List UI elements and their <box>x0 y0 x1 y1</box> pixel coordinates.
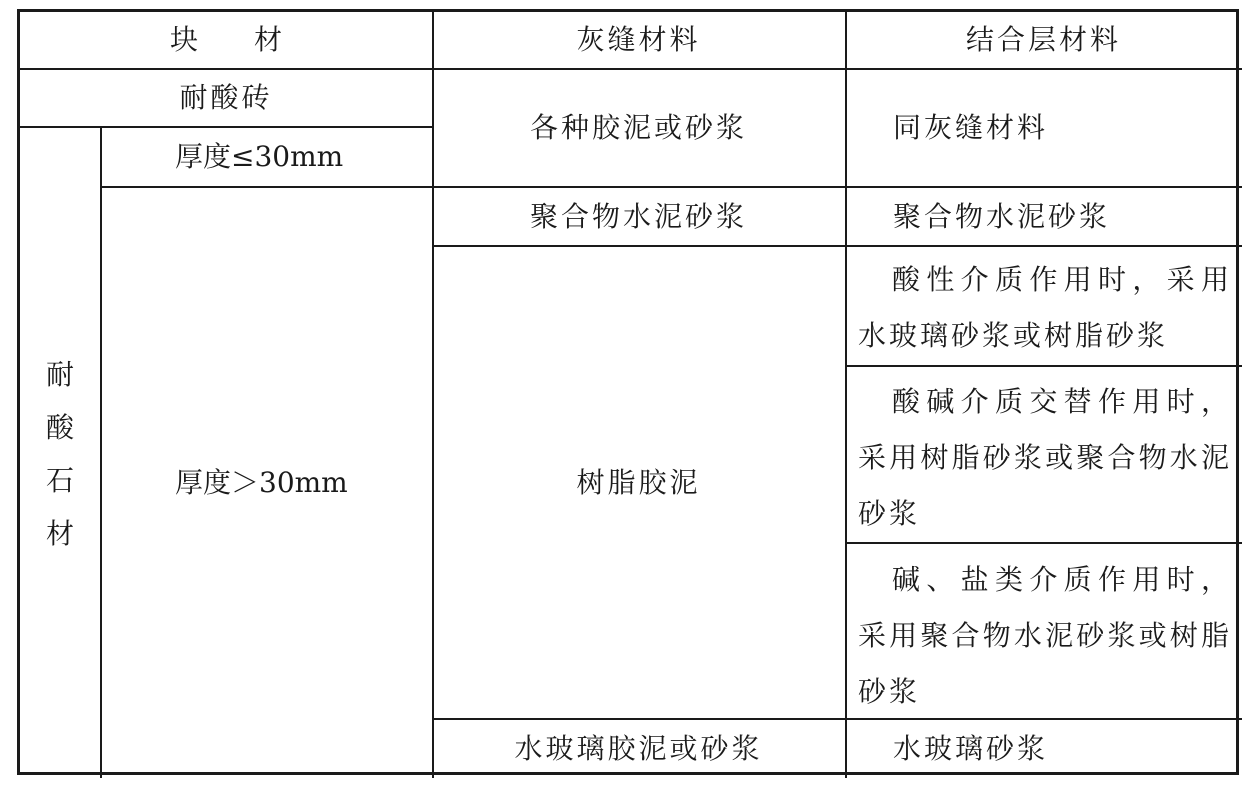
thick-stone-label: 厚度＞30mm <box>175 466 348 499</box>
thin-stone-label: 厚度≤30mm <box>175 140 344 173</box>
bond-material-1: 同灰缝材料 <box>893 111 1049 144</box>
acid-stone-group-label: 耐 酸 石 材 <box>45 358 74 550</box>
acid-brick-label: 耐酸砖 <box>179 81 273 114</box>
bond-material-2: 聚合物水泥砂浆 <box>893 199 1111 233</box>
bond-material-3c: 碱、盐类介质作用时，采用聚合物水泥砂浆或树脂砂浆 <box>858 563 1232 708</box>
joint-material-4: 水玻璃胶泥或砂浆 <box>514 732 763 765</box>
divider-h-bond3b <box>845 542 1242 544</box>
bond-material-3b: 酸碱介质交替作用时，采用树脂砂浆或聚合物水泥砂浆 <box>858 385 1232 530</box>
bond-material-3a: 酸性介质作用时，采用水玻璃砂浆或树脂砂浆 <box>858 263 1232 352</box>
header-block: 块 材 <box>169 23 282 56</box>
bond-material-4: 水玻璃砂浆 <box>893 732 1049 765</box>
header-joint: 灰缝材料 <box>576 23 701 56</box>
divider-v-joint <box>845 12 847 778</box>
divider-v-group <box>100 126 102 778</box>
materials-table <box>17 9 1239 775</box>
divider-h-bond3a <box>845 365 1242 367</box>
joint-material-3: 树脂胶泥 <box>576 465 701 499</box>
header-bond: 结合层材料 <box>965 23 1121 56</box>
joint-material-1: 各种胶泥或砂浆 <box>529 111 747 144</box>
joint-material-2: 聚合物水泥砂浆 <box>529 199 747 233</box>
